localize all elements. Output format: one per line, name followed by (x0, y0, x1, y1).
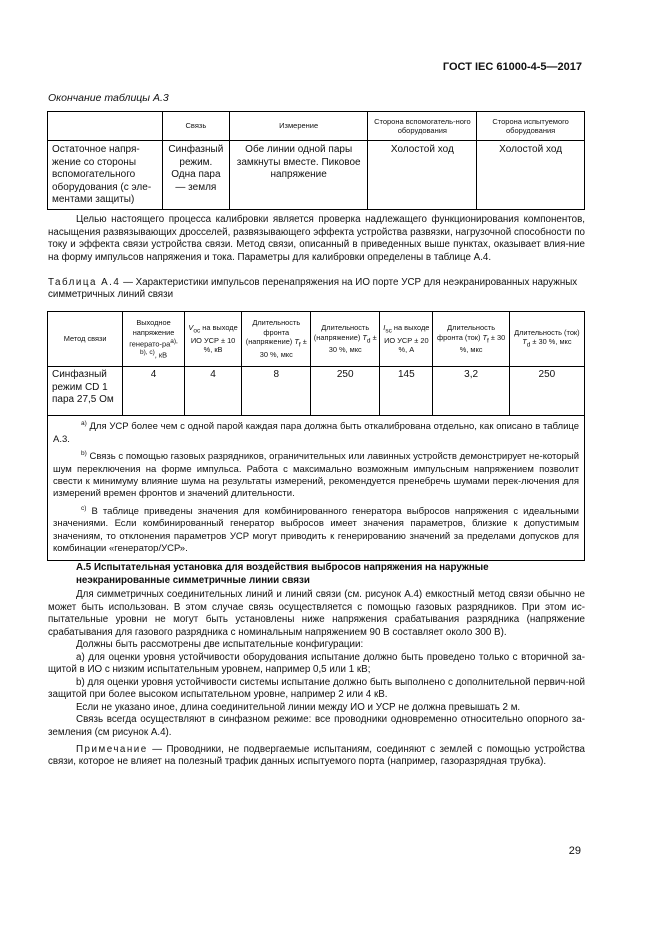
table-cell: Синфазный режим CD 1 пара 27,5 Ом (48, 367, 123, 416)
table-a4-caption (48, 277, 585, 302)
footnote-mark: c) (81, 504, 87, 512)
symbol: V (188, 322, 194, 332)
header-text: ± 30 %, мкс (328, 332, 377, 355)
symbol-subscript: d (526, 341, 531, 349)
table-cell: Остаточное напря-жение со стороны вспомогательного оборудования (с эле-ментами защиты) (48, 141, 163, 210)
section-a5-heading: А.5 Испытательная установка для воздействия выбросов напряжения на наружные неэкранированные симметричные линии связи (76, 562, 489, 586)
paragraph: Для симметричных соединительных линий и линий связи (см. рисунок А.4) емкостный метод связи обычно не может быть использован. В этом случае связь осуществляется с помощью газовых разрядников. При этом ис-пытательные уровни не могут быть установлены ниже напряжения срабатывания разрядника (напряжение срабатывания для газового разрядника с номинальным напряжением 90 В составляет около 300 В). (48, 589, 585, 638)
header-text: ± 30 %, мкс (530, 337, 572, 347)
symbol-subscript: f (487, 337, 489, 345)
table-cell: 250 (311, 367, 380, 416)
paragraph: Связь всегда осуществляют в синфазном режиме: все проводники одновременно относительно опорного за-земления (см рисунок А.4). (48, 714, 585, 739)
section-a5-body (48, 589, 585, 769)
table-header-cell (311, 312, 380, 367)
note-text: — Проводники, не подвергаемые испытаниям, соединяют с землей с помощью устройства связи, которое не влияет на полезный трафик данных испытуемого порта (например, газоразрядная трубка). (48, 743, 585, 768)
table-header-cell (433, 312, 509, 367)
table-a3 (47, 111, 585, 210)
header-text: Длительность фронта (напряжение) (245, 318, 301, 347)
paragraph-calibration: Целью настоящего процесса калибровки является проверка надлежащего функционирования компонентов, насыщения развязывающих дросселей, развязывающего эффекта устройства развязки, нагрузочной способности по току и эффекта связи устройства связи. Метод связи, описанный в приведенных выше пунктах, оказывает влия-ние на форму импульсов напряжения и тока. Параметры для калибровки определены в таблице А.4. (48, 214, 585, 263)
header-unit: , кВ (154, 350, 168, 360)
table-cell: Холостой ход (368, 141, 477, 210)
table-header-cell (509, 312, 584, 367)
table-row (48, 141, 585, 210)
header-text: на выходе ИО УСР ± 20 %, А (384, 322, 430, 355)
symbol-subscript: oc (193, 327, 201, 335)
symbol: T (362, 332, 367, 342)
table-header-cell: Измерение (229, 112, 368, 141)
table-header-cell (184, 312, 241, 367)
table-a4 (47, 311, 585, 561)
footnote-text: Для УСР более чем с одной парой каждая пара должна быть откалибрована отдельно, как описано в таблице А.3. (53, 421, 579, 445)
table-header-cell: Сторона вспомогатель-ного оборудования (368, 112, 477, 141)
table-header-cell (123, 312, 185, 367)
table-header-cell: Связь (162, 112, 229, 141)
table-footnotes (48, 416, 585, 561)
header-text: Длительность фронта (ток) (437, 322, 496, 342)
paragraph: Должны быть рассмотрены две испытательные конфигурации: (76, 639, 364, 651)
symbol: T (482, 332, 488, 342)
footnote-mark: a) (81, 420, 87, 427)
note (48, 744, 585, 769)
footnote-text: В таблице приведены значения для комбинированного генератора выбросов напряжения с идеальными значениями. Если комбинированный генератор выбросов имеет значения параметров, близкие к допустимым значениям, то отклонения параметров УСР могут приводить к генерированию значений за пределами допусков для комбинации «генератор/УСР». (53, 505, 579, 555)
table-header-cell (242, 312, 311, 367)
header-text: ± 30 %, мкс (259, 337, 307, 360)
symbol: T (294, 337, 299, 347)
table-cell: 8 (242, 367, 311, 416)
footnote-a (53, 418, 579, 446)
table-header-cell (48, 112, 163, 141)
table-cell: Обе линии одной пары замкнуты вместе. Пиковое напряжение (229, 141, 368, 210)
symbol-subscript: f (298, 341, 301, 349)
symbol: I (383, 322, 386, 332)
table-header-row (48, 112, 585, 141)
table-header-cell: Сторона испытуемого оборудования (477, 112, 585, 141)
document-header: ГОСТ IEC 61000-4-5—2017 (442, 61, 582, 73)
list-item: a) для оценки уровня устойчивости оборудования испытание должно быть проведено только с вторичной за-щитой в ИО с низким испытательным уровнем, например 0,5 или 1 кВ; (48, 651, 585, 676)
header-text: ± 30 %, мкс (459, 332, 506, 355)
table-header-cell (380, 312, 433, 367)
table-footnotes-row (48, 416, 585, 561)
symbol-subscript: d (366, 337, 371, 345)
table-cell: Холостой ход (477, 141, 585, 210)
symbol: T (522, 337, 527, 347)
header-text: Выходное напряжение генерато-ра (129, 318, 175, 348)
symbol-subscript: sc (385, 327, 392, 335)
header-text: Длительность (напряжение) (313, 322, 370, 342)
table-cell: 145 (380, 367, 433, 416)
table-a4-title: — Характеристики импульсов перенапряжения на ИО порте УСР для неэкранированных наружных симметричных линий связи (48, 277, 578, 301)
footnote-b (53, 448, 579, 501)
table-cell: 250 (509, 367, 584, 416)
table-row (48, 367, 585, 416)
list-item: b) для оценки уровня устойчивости системы испытание должно быть выполнено с дополнительной первич-ной защитой при более высоком испытательном уровне, например 2 или 4 кВ. (48, 676, 585, 701)
table-cell: 3,2 (433, 367, 509, 416)
table-cell: 4 (123, 367, 185, 416)
footnote-c (53, 503, 579, 556)
note-label: Примечание (76, 743, 148, 755)
table-cell: Синфазный режим. Одна пара — земля (162, 141, 229, 210)
footnote-text: Связь с помощью газовых разрядников, ограничительных или лавинных устройств демонстрирует не-который шум переключения на форме импульса. Работа с максимально возможным импульсным напряжением позволит свести к минимуму влияние шума на результаты измерений, рекомендуется пренебречь шумами перек-лючения для измерений времен фронтов и значений длительности. (53, 451, 579, 500)
table-a3-caption: Окончание таблицы А.3 (48, 92, 169, 104)
table-cell: 4 (184, 367, 241, 416)
footnote-mark: b) (81, 449, 87, 457)
paragraph: Если не указано иное, длина соединительной линии между ИО и УСР не должна превышать 2 м. (76, 701, 521, 713)
page-number: 29 (568, 845, 581, 857)
footnote-marks: a), b), c) (139, 337, 178, 356)
table-a4-label: Таблица А.4 (48, 277, 121, 288)
table-header-row (48, 312, 585, 367)
table-header-cell: Метод связи (48, 312, 123, 367)
header-text: на выходе ИО УСР ± 10 %, кВ (190, 322, 238, 355)
header-text: Длительность (ток) (514, 327, 580, 337)
